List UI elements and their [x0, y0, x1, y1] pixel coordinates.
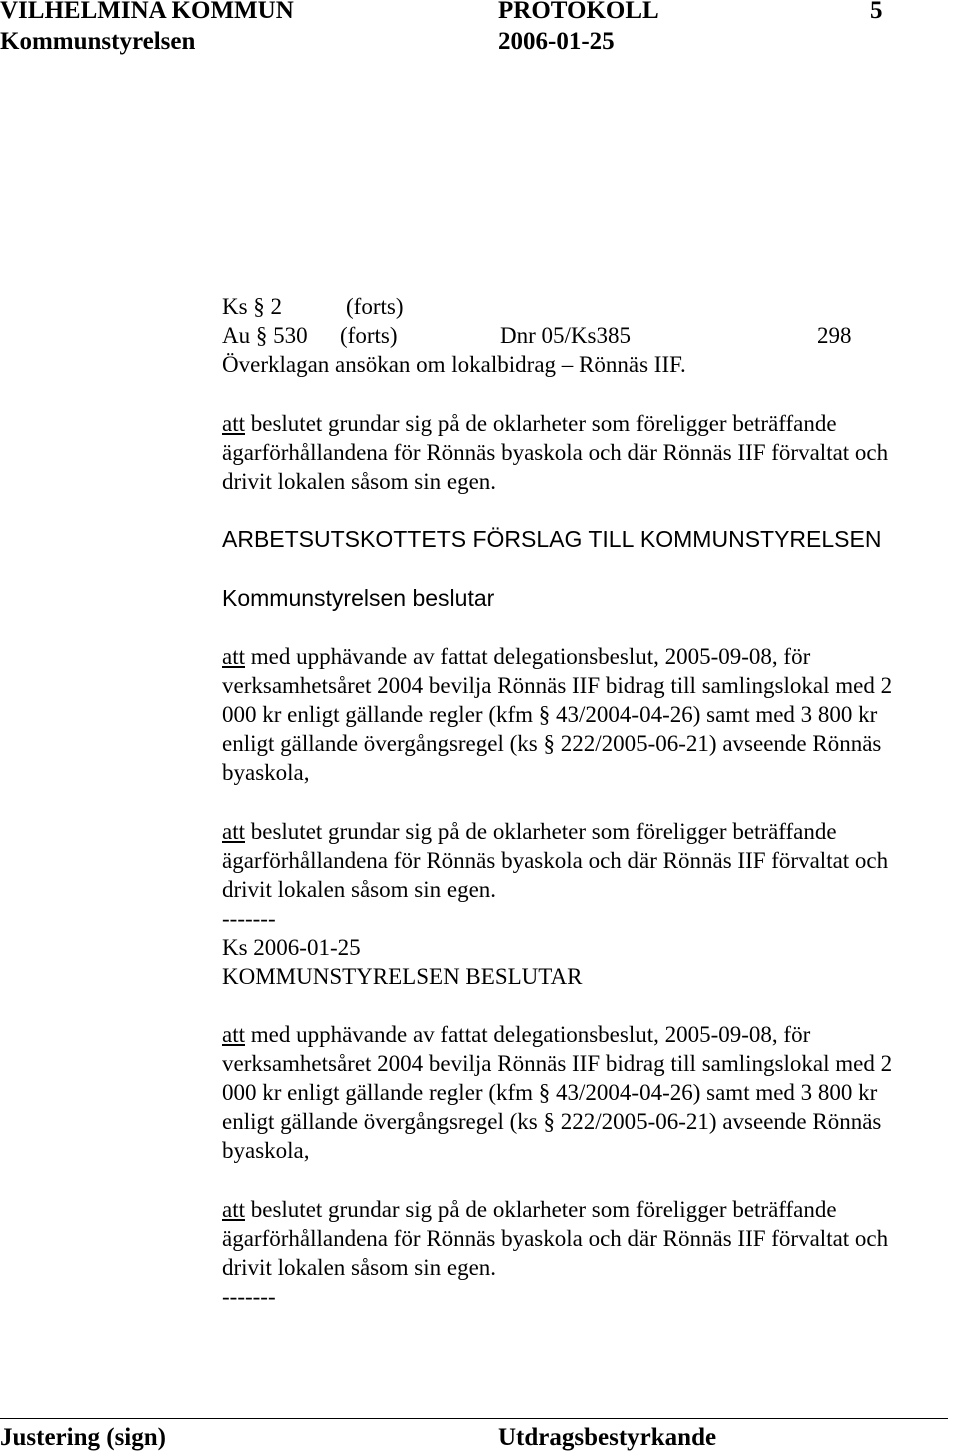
- au-paragraph: Au § 530: [222, 323, 308, 348]
- proposal-decision-1-line-2: verksamhetsåret 2004 bevilja Rönnäs IIF bidrag till samlingslokal med 2: [222, 673, 893, 698]
- paragraph-1-line-3: drivit lokalen såsom sin egen.: [222, 469, 497, 494]
- paragraph-1-line-1: att beslutet grundar sig på de oklarheter som föreligger beträffande: [222, 411, 837, 436]
- proposal-decision-2-line-1: att beslutet grundar sig på de oklarheter som föreligger beträffande: [222, 819, 837, 844]
- proposal-decision-2-line-3: drivit lokalen såsom sin egen.: [222, 877, 497, 902]
- au-proposal-heading: ARBETSUTSKOTTETS FÖRSLAG TILL KOMMUNSTYRELSEN: [222, 526, 882, 552]
- final-decision-2-line-1: att beslutet grundar sig på de oklarheter som föreligger beträffande: [222, 1197, 837, 1222]
- final-decision-1-line-1: att med upphävande av fattat delegationsbeslut, 2005-09-08, för: [222, 1022, 811, 1047]
- separator: -------: [222, 906, 276, 931]
- footer-divider: [0, 1418, 948, 1419]
- au-forts: (forts): [340, 323, 398, 348]
- proposal-decision-1-line-1: att med upphävande av fattat delegationsbeslut, 2005-09-08, för: [222, 644, 811, 669]
- ks-date: Ks 2006-01-25: [222, 935, 361, 960]
- proposal-decision-2-line-2: ägarförhållandena för Rönnäs byaskola och där Rönnäs IIF förvaltat och: [222, 848, 889, 873]
- proposal-decision-1-line-4: enligt gällande övergångsregel (ks § 222/2005-06-21) avseende Rönnäs: [222, 731, 882, 756]
- ks-decides-heading: Kommunstyrelsen beslutar: [222, 585, 495, 611]
- proposal-decision-1-line-5: byaskola,: [222, 760, 310, 785]
- final-decision-1-line-4: enligt gällande övergångsregel (ks § 222/2005-06-21) avseende Rönnäs: [222, 1109, 882, 1134]
- final-decision-1-line-5: byaskola,: [222, 1138, 310, 1163]
- att-keyword: att: [222, 1022, 245, 1047]
- footer-justering: Justering (sign): [0, 1424, 166, 1451]
- att-keyword: att: [222, 1197, 245, 1222]
- header-protocol: PROTOKOLL: [498, 0, 659, 24]
- header-date: 2006-01-25: [498, 28, 615, 55]
- case-number: 298: [817, 323, 852, 348]
- final-decision-2-line-3: drivit lokalen såsom sin egen.: [222, 1255, 497, 1280]
- ks-forts: (forts): [346, 294, 404, 319]
- ks-paragraph: Ks § 2: [222, 294, 283, 319]
- header-body: Kommunstyrelsen: [0, 28, 196, 55]
- att-keyword: att: [222, 644, 245, 669]
- footer-utdragsbestyrkande: Utdragsbestyrkande: [498, 1424, 717, 1451]
- paragraph-1-line-2: ägarförhållandena för Rönnäs byaskola och där Rönnäs IIF förvaltat och: [222, 440, 889, 465]
- final-decision-1-line-3: 000 kr enligt gällande regler (kfm § 43/2004-04-26) samt med 3 800 kr: [222, 1080, 878, 1105]
- att-keyword: att: [222, 819, 245, 844]
- separator: -------: [222, 1284, 276, 1309]
- case-subject: Överklagan ansökan om lokalbidrag – Rönnäs IIF.: [222, 352, 686, 377]
- final-decision-2-line-2: ägarförhållandena för Rönnäs byaskola och där Rönnäs IIF förvaltat och: [222, 1226, 889, 1251]
- att-keyword: att: [222, 411, 245, 436]
- ks-decision-heading: KOMMUNSTYRELSEN BESLUTAR: [222, 964, 583, 989]
- header-municipality: VILHELMINA KOMMUN: [0, 0, 294, 24]
- proposal-decision-1-line-3: 000 kr enligt gällande regler (kfm § 43/2004-04-26) samt med 3 800 kr: [222, 702, 878, 727]
- header-page-number: 5: [870, 0, 883, 24]
- dnr: Dnr 05/Ks385: [500, 323, 631, 348]
- final-decision-1-line-2: verksamhetsåret 2004 bevilja Rönnäs IIF bidrag till samlingslokal med 2: [222, 1051, 893, 1076]
